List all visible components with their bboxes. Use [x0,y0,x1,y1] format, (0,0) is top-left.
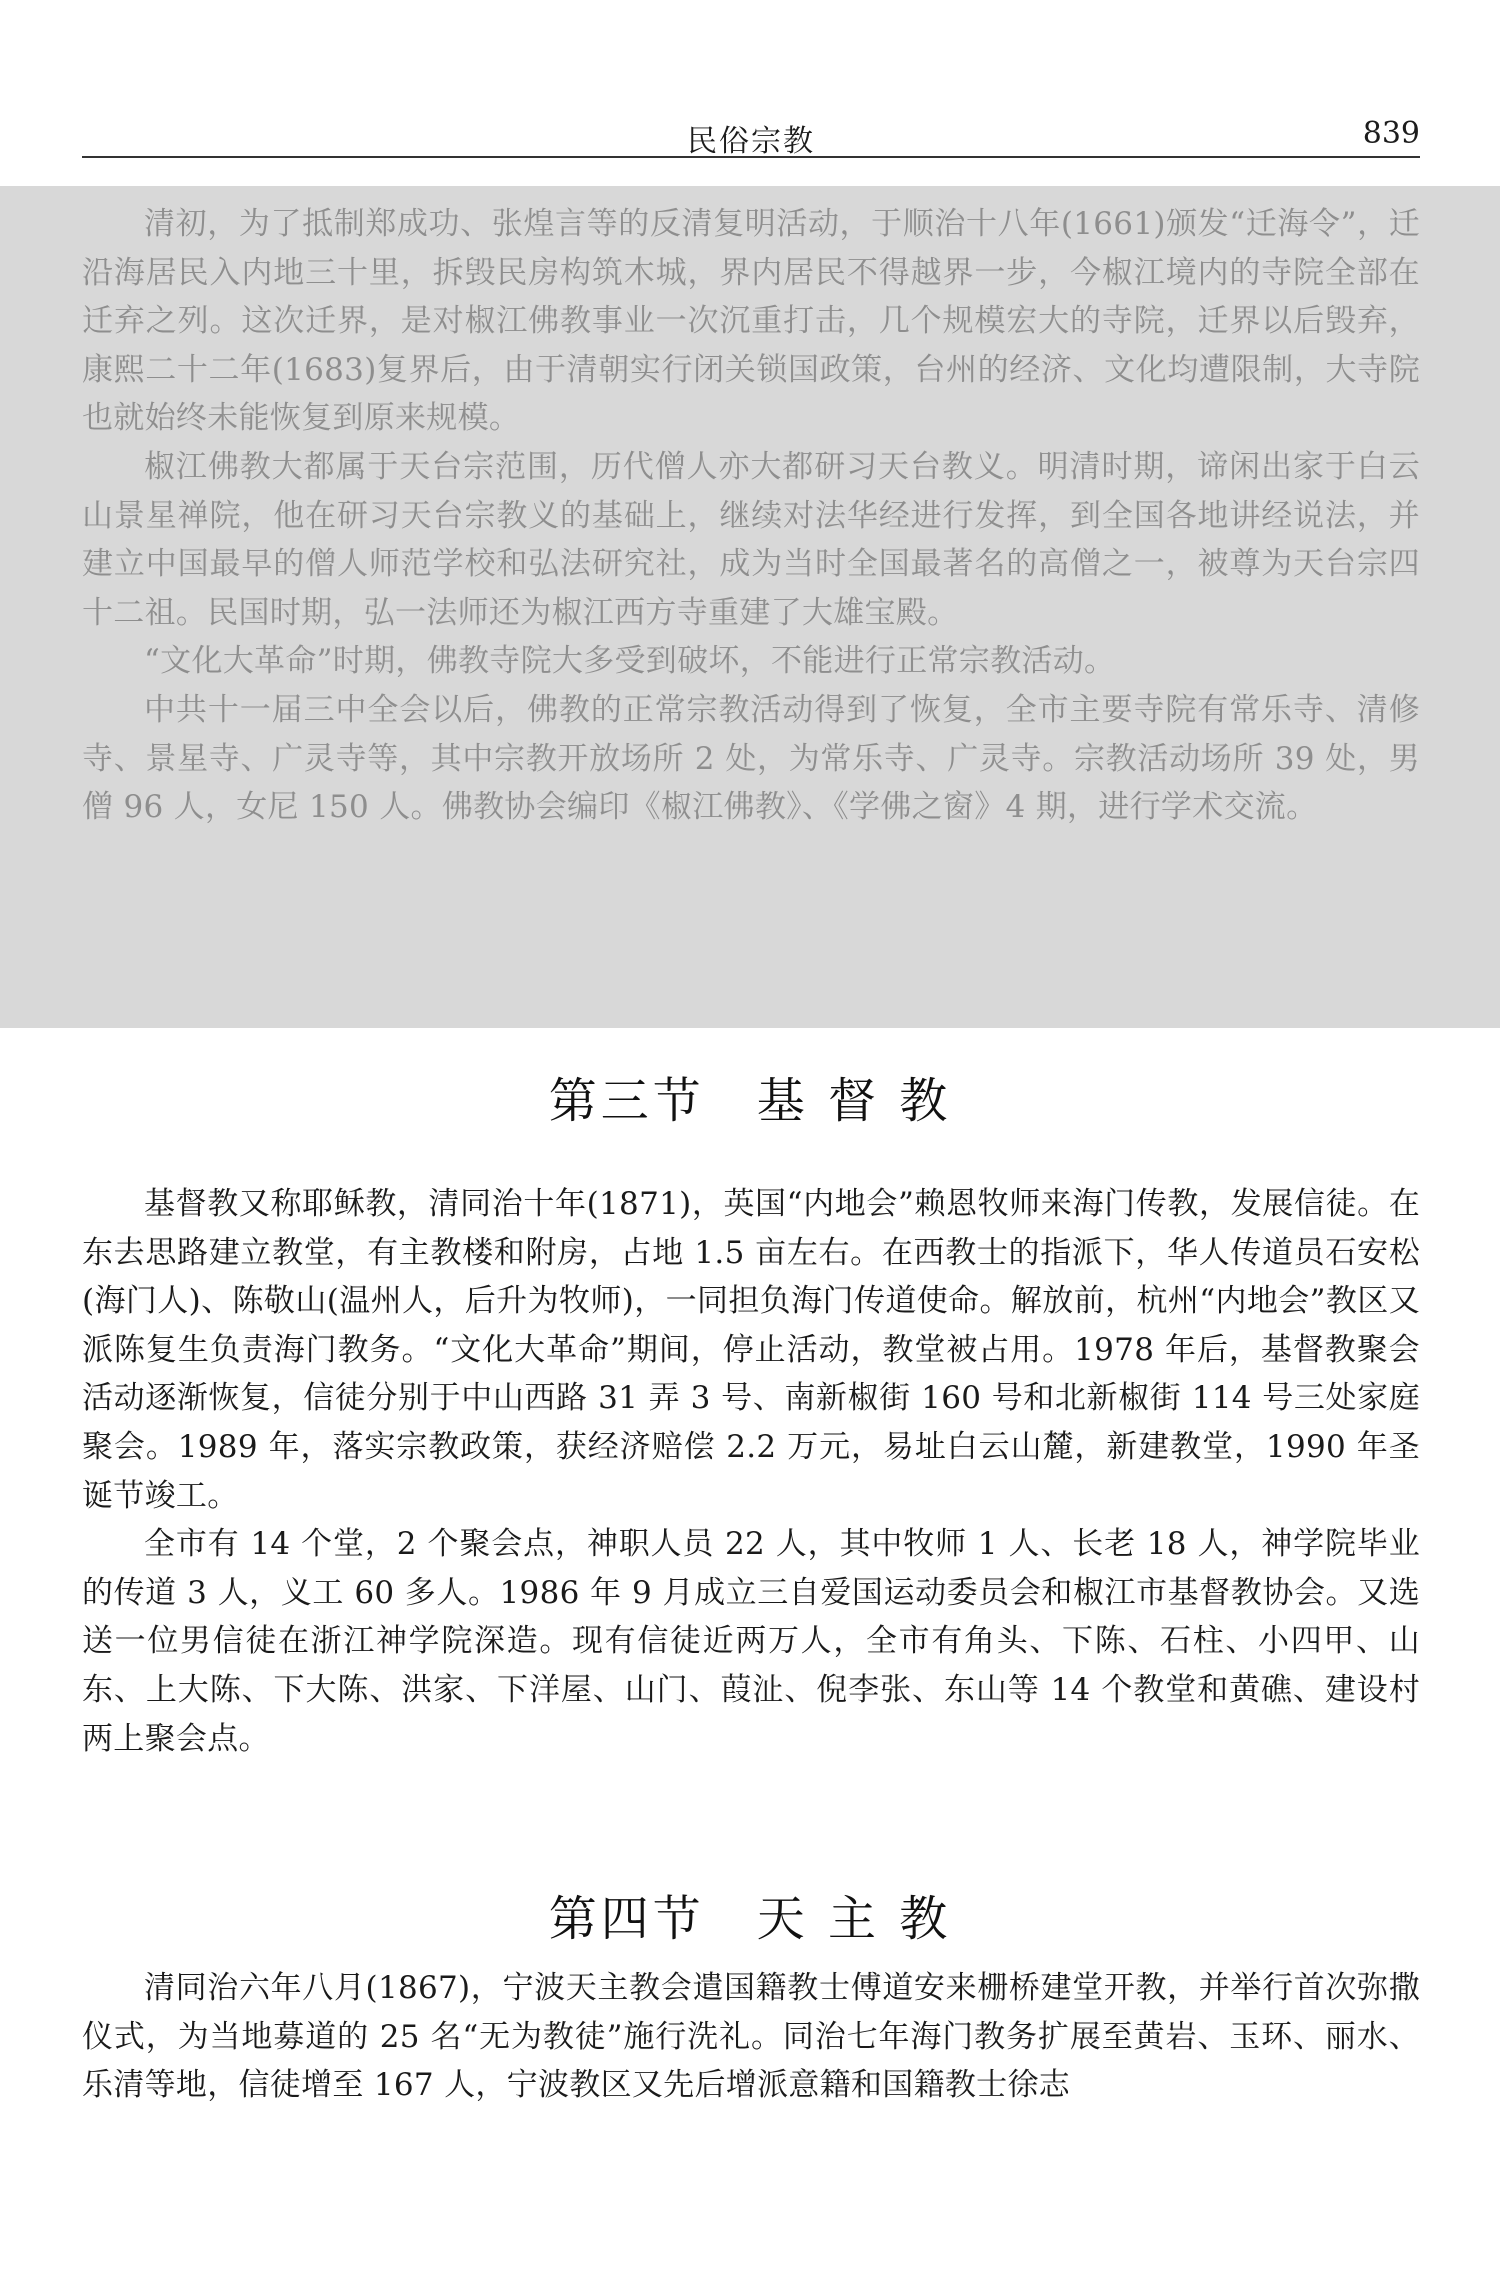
highlighted-text-block [0,186,1500,1028]
paragraph: 清同治六年八月(1867)，宁波天主教会遣国籍教士傅道安来栅桥建堂开教，并举行首次弥撒仪式，为当地募道的 25 名“无为教徒”施行洗礼。同治七年海门教务扩展至黄岩、玉环、丽水、乐清等地，信徒增至 167 人，宁波教区又先后增派意籍和国籍教士徐志 [82,1970,1420,2104]
buddhism-continued-text [82,200,1420,832]
paragraph: 全市有 14 个堂，2 个聚会点，神职人员 22 人，其中牧师 1 人、长老 18 人，神学院毕业的传道 3 人，义工 60 多人。1986 年 9 月成立三自爱国运动委员会和椒江市基督教协会。又选送一位男信徒在浙江神学院深造。现有信徒近两万人，全市有角头、下陈、石柱、小四甲、山东、上大陈、下大陈、洪家、下洋屋、山门、葭沚、倪李张、东山等 14 个教堂和黄礁、建设村两上聚会点。 [82,1526,1420,1757]
catholicism-text [82,1964,1420,2110]
page-number: 839 [1362,116,1420,151]
section-title-catholicism: 第四节 天 主 教 [548,1891,952,1947]
running-title: 民俗宗教 [687,124,815,159]
paragraph: 中共十一届三中全会以后，佛教的正常宗教活动得到了恢复，全市主要寺院有常乐寺、清修寺、景星寺、广灵寺等，其中宗教开放场所 2 处，为常乐寺、广灵寺。宗教活动场所 39 处，男僧 96 人，女尼 150 人。佛教协会编印《椒江佛教》、《学佛之窗》4 期，进行学术交流。 [82,691,1420,826]
paragraph: 清初，为了抵制郑成功、张煌言等的反清复明活动，于顺治十八年(1661)颁发“迁海令”，迁沿海居民入内地三十里，拆毁民房构筑木城，界内居民不得越界一步，今椒江境内的寺院全部在迁弃之列。这次迁界，是对椒江佛教事业一次沉重打击，几个规模宏大的寺院，迁界以后毁弃，康熙二十二年(1683)复界后，由于清朝实行闭关锁国政策，台州的经济、文化均遭限制，大寺院也就始终未能恢复到原来规模。 [82,206,1420,437]
running-header [82,112,1420,158]
christianity-text [82,1180,1420,1763]
paragraph: “文化大革命”时期，佛教寺院大多受到破坏，不能进行正常宗教活动。 [144,643,1116,680]
section-title-christianity: 第三节 基 督 教 [548,1073,952,1129]
paragraph: 基督教又称耶稣教，清同治十年(1871)，英国“内地会”赖恩牧师来海门传教，发展信徒。在东去思路建立教堂，有主教楼和附房，占地 1.5 亩左右。在西教士的指派下，华人传道员石安松(海门人)、陈敬山(温州人，后升为牧师)，一同担负海门传道使命。解放前，杭州“内地会”教区又派陈复生负责海门教务。“文化大革命”期间，停止活动，教堂被占用。1978 年后，基督教聚会活动逐渐恢复，信徒分别于中山西路 31 弄 3 号、南新椒街 160 号和北新椒街 114 号三处家庭聚会。1989 年，落实宗教政策，获经济赔偿 2.2 万元，易址白云山麓，新建教堂，1990 年圣诞节竣工。 [82,1186,1420,1514]
paragraph: 椒江佛教大都属于天台宗范围，历代僧人亦大都研习天台教义。明清时期，谛闲出家于白云山景星禅院，他在研习天台宗教义的基础上，继续对法华经进行发挥，到全国各地讲经说法，并建立中国最早的僧人师范学校和弘法研究社，成为当时全国最著名的高僧之一，被尊为天台宗四十二祖。民国时期，弘一法师还为椒江西方寺重建了大雄宝殿。 [82,448,1420,631]
